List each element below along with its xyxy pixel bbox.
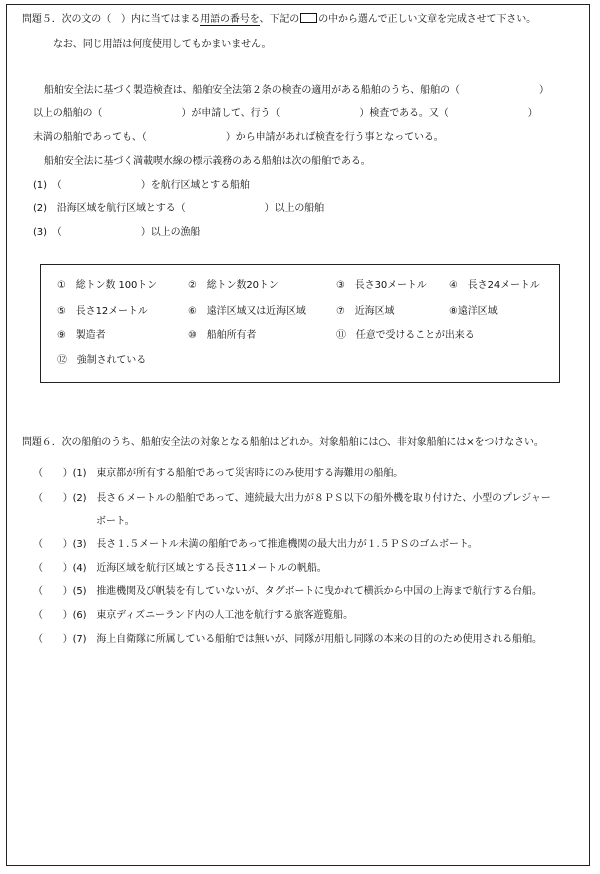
choice-5: ⑤ 長さ12メートル: [57, 306, 148, 317]
q6-item-7: （ ）(7) 海上自衛隊に所属している船舶では無いが、同隊が用船し同隊の本来の目的のため使用される船舶。: [33, 634, 542, 645]
choice-8: ⑧遠洋区域: [449, 306, 498, 317]
choice-1: ① 総トン数 100トン: [57, 280, 158, 291]
choice-4: ④ 長さ24メートル: [449, 280, 540, 291]
q5-item-3: (3) （ ）以上の漁船: [33, 227, 201, 238]
choice-2: ② 総トン数20トン: [188, 280, 279, 291]
q6-item-5: （ ）(5) 推進機関及び帆装を有していないが、タグボートに曳かれて横浜から中国の上海まで航行する台船。: [33, 586, 542, 597]
box-marker-icon: [300, 13, 317, 23]
choice-6: ⑥ 遠洋区域又は近海区域: [188, 306, 306, 317]
worksheet-page: [6, 4, 590, 866]
choice-10: ⑩ 船舶所有者: [188, 330, 257, 341]
q6-item-1: （ ）(1) 東京都が所有する船舶であって災害時にのみ使用する海難用の船舶。: [33, 468, 404, 479]
q5-line-1: 船舶安全法に基づく製造検査は、船舶安全法第２条の検査の適用がある船舶のうち、船舶の（ ）: [44, 85, 549, 96]
choice-12: ⑫ 強制されている: [57, 355, 147, 366]
q5-underlined-term: 用語の番号を: [200, 14, 260, 25]
q5-item-2: (2) 沿海区域を航行区域とする（ ）以上の船舶: [33, 203, 325, 214]
q5-line-3: 未満の船舶であっても、（ ）から申請があれば検査を行う事となっている。: [33, 132, 444, 143]
choice-7: ⑦ 近海区域: [336, 306, 395, 317]
choice-9: ⑨ 製造者: [57, 330, 106, 341]
q5-line-4: 船舶安全法に基づく満載喫水線の標示義務のある船舶は次の船舶である。: [44, 156, 371, 167]
q5-instruction: 問題５．次の文の（ ）内に当てはまる用語の番号を、下記の の中から選んで正しい文章を完成させて下さい。: [22, 14, 537, 25]
q5-note: なお、同じ用語は何度使用してもかまいません。: [53, 39, 272, 50]
choice-11: ⑪ 任意で受けることが出来る: [336, 330, 475, 341]
q5-item-1: (1) （ ）を航行区域とする船舶: [33, 180, 250, 191]
q6-instruction: 問題６．次の船舶のうち、船舶安全法の対象となる船舶はどれか。対象船舶には○、非対象船舶には×をつけなさい。: [22, 437, 544, 448]
q6-item-2: （ ）(2) 長さ６メートルの船舶であって、連続最大出力が８ＰＳ以下の船外機を取り付けた、小型のプレジャー: [33, 493, 551, 504]
choice-3: ③ 長さ30メートル: [336, 280, 427, 291]
q6-item-3: （ ）(3) 長さ１.５メートル未満の船舶であって推進機関の最大出力が１.５ＰＳのゴムボート。: [33, 539, 478, 550]
q5-line-2: 以上の船舶の（ ）が申請して、行う（ ）検査である。又（ ）: [33, 108, 538, 119]
q6-item-2-cont: ボート。: [96, 516, 135, 527]
choices-box: [40, 264, 560, 383]
q6-item-4: （ ）(4) 近海区域を航行区域とする長さ11メートルの帆船。: [33, 563, 327, 574]
q6-item-6: （ ）(6) 東京ディズニーランド内の人工池を航行する旅客遊覧船。: [33, 610, 353, 621]
